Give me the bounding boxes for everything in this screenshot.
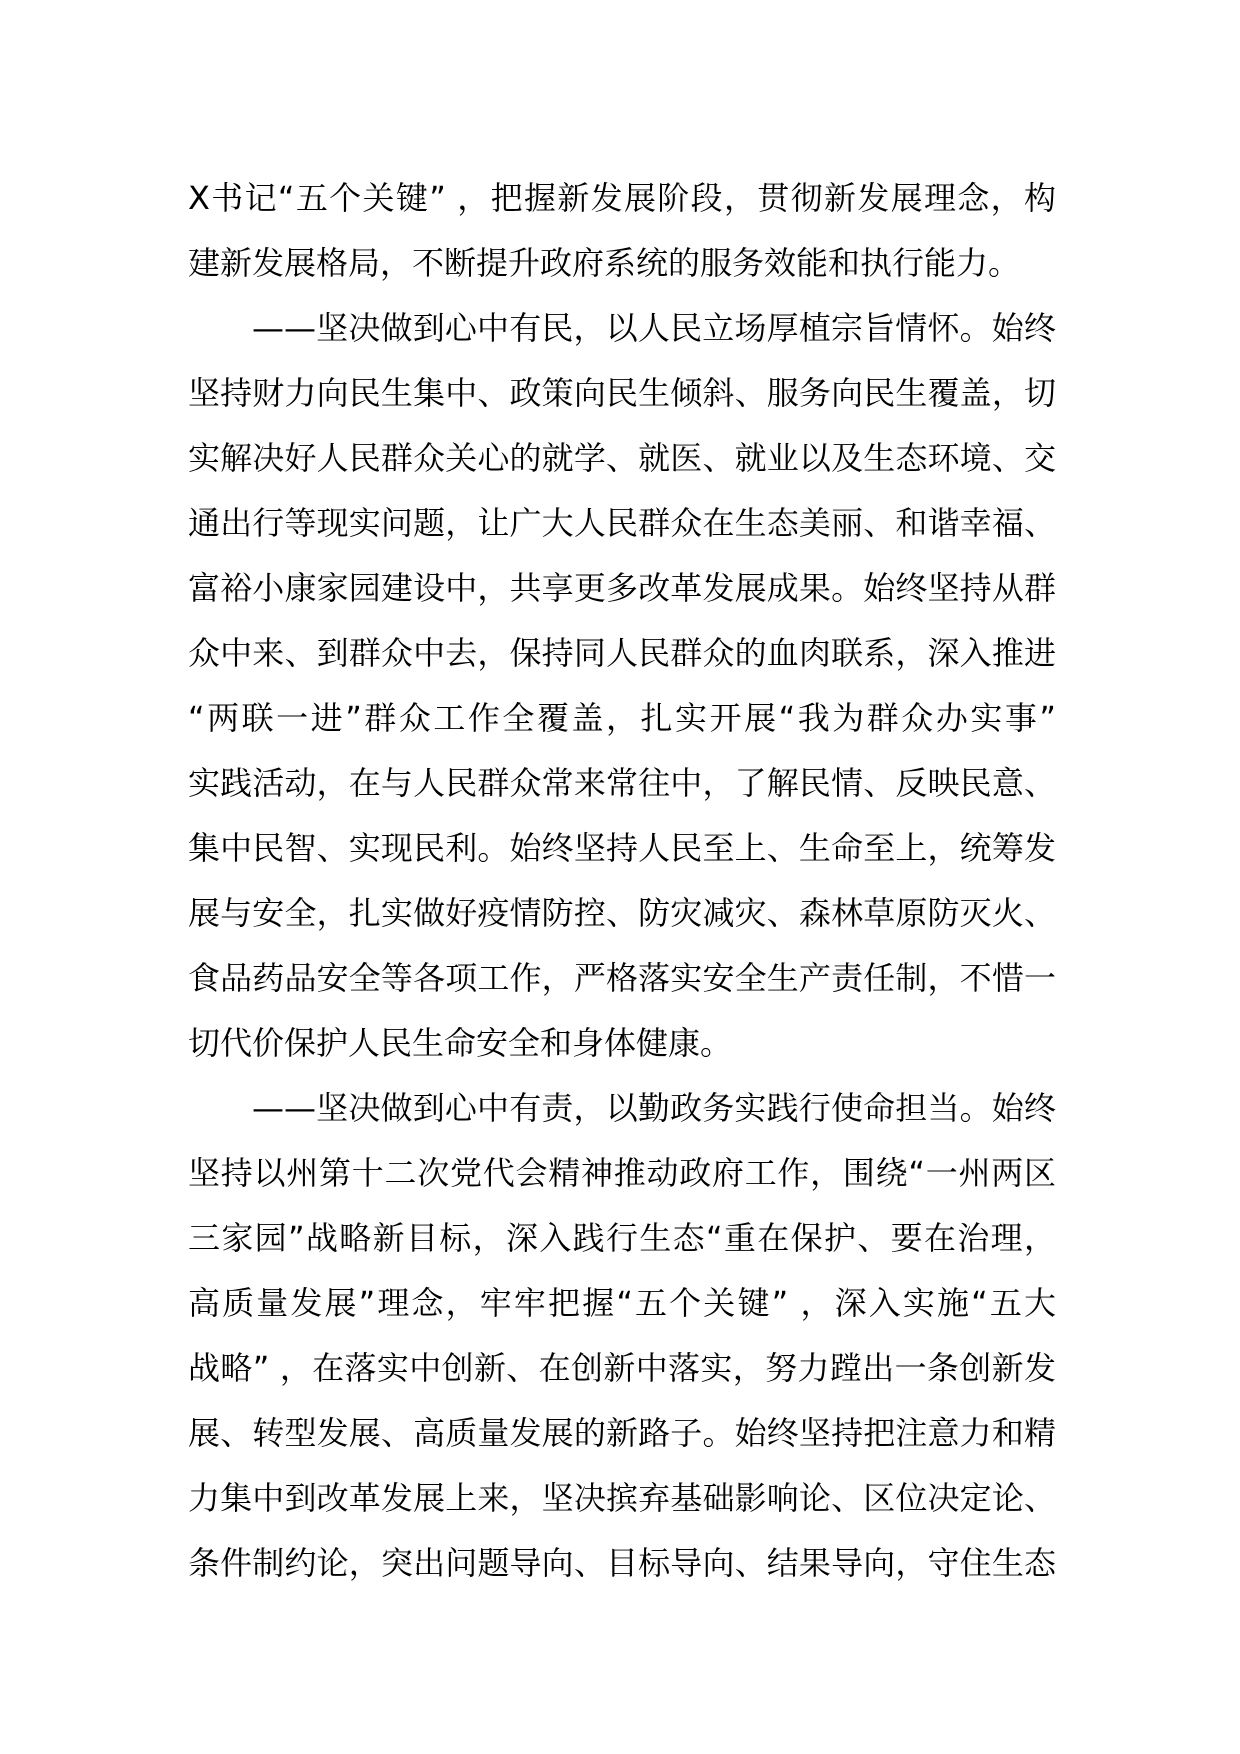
text-line: ——坚决做到心中有责，以勤政务实践行使命担当。始终: [252, 1089, 1056, 1127]
text-line: 坚持财力向民生集中、政策向民生倾斜、服务向民生覆盖，切: [188, 374, 1056, 412]
text-line: ——坚决做到心中有民，以人民立场厚植宗旨情怀。始终: [252, 309, 1056, 347]
text-line: 三家园”战略新目标，深入践行生态“重在保护、要在治理，: [188, 1219, 1056, 1257]
text-line: 展、转型发展、高质量发展的新路子。始终坚持把注意力和精: [188, 1414, 1056, 1452]
text-line: 条件制约论，突出问题导向、目标导向、结果导向，守住生态: [188, 1544, 1056, 1582]
text-line: 切代价保护人民生命安全和身体健康。: [188, 1024, 733, 1062]
text-line: 实解决好人民群众关心的就学、就医、就业以及生态环境、交: [188, 439, 1056, 477]
text-line: 建新发展格局，不断提升政府系统的服务效能和执行能力。: [188, 244, 1021, 282]
text-line: 战略” ，在落实中创新、在创新中落实，努力蹚出一条创新发: [188, 1349, 1056, 1387]
text-line: 力集中到改革发展上来，坚决摈弃基础影响论、区位决定论、: [188, 1479, 1056, 1517]
text-line: 众中来、到群众中去，保持同人民群众的血肉联系，深入推进: [188, 634, 1056, 672]
text-line: 坚持以州第十二次党代会精神推动政府工作，围绕“一州两区: [188, 1154, 1056, 1192]
text-line: 食品药品安全等各项工作，严格落实安全生产责任制，不惜一: [188, 959, 1056, 997]
text-line: “两联一进”群众工作全覆盖，扎实开展“我为群众办实事”: [188, 699, 1056, 737]
text-line: 高质量发展”理念，牢牢把握“五个关键” ，深入实施“五大: [188, 1284, 1056, 1322]
text-line: 富裕小康家园建设中，共享更多改革发展成果。始终坚持从群: [188, 569, 1056, 607]
body-text: [188, 166, 1056, 1596]
text-line: 通出行等现实问题，让广大人民群众在生态美丽、和谐幸福、: [188, 504, 1056, 542]
text-line: 集中民智、实现民利。始终坚持人民至上、生命至上，统筹发: [188, 829, 1056, 867]
text-line: X书记“五个关键” ，把握新发展阶段，贯彻新发展理念，构: [188, 179, 1056, 217]
text-line: 展与安全，扎实做好疫情防控、防灾减灾、森林草原防灭火、: [188, 894, 1056, 932]
text-line: 实践活动，在与人民群众常来常往中，了解民情、反映民意、: [188, 764, 1056, 802]
